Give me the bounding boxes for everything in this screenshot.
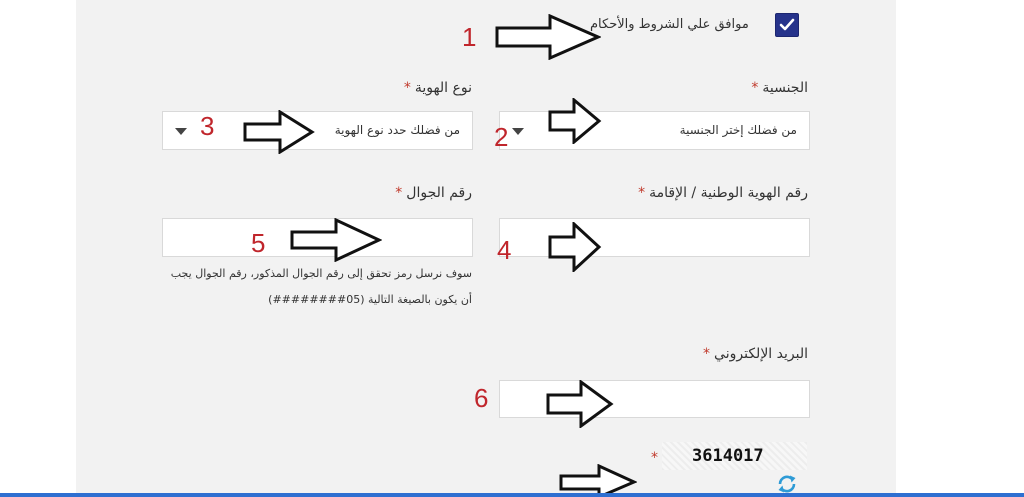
mobile-hint-line1: سوف نرسل رمز تحقق إلى رقم الجوال المذكور، رقم الجوال يجب	[170, 267, 472, 280]
window-bottom-border	[0, 493, 1024, 497]
captcha-text: 3614017	[692, 446, 764, 466]
id-type-select-value: من فضلك حدد نوع الهوية	[334, 123, 460, 137]
refresh-icon[interactable]	[776, 473, 798, 495]
right-arrow-icon	[290, 218, 382, 262]
email-label: البريد الإلكتروني*	[703, 346, 808, 362]
checkmark-icon	[776, 14, 798, 36]
annotation-number-3: 3	[200, 111, 215, 141]
annotation-number-1: 1	[462, 22, 477, 52]
right-arrow-icon	[548, 98, 602, 144]
mobile-label: رقم الجوال*	[395, 185, 472, 201]
national-id-label: رقم الهوية الوطنية / الإقامة*	[638, 185, 808, 201]
nationality-label: الجنسية*	[751, 80, 808, 96]
right-arrow-icon	[548, 222, 602, 272]
annotation-number-6: 6	[474, 383, 489, 413]
required-marker: *	[703, 346, 711, 362]
annotation-number-4: 4	[497, 235, 512, 265]
annotation-number-5: 5	[251, 228, 266, 258]
caret-down-icon	[175, 128, 187, 135]
right-arrow-icon	[495, 14, 601, 60]
annotation-number-2: 2	[494, 122, 509, 152]
required-marker: *	[395, 185, 403, 201]
required-marker: *	[638, 185, 646, 201]
captcha-required-marker: *	[651, 450, 658, 466]
national-id-input[interactable]	[499, 218, 810, 257]
required-marker: *	[751, 80, 759, 96]
caret-down-icon	[512, 128, 524, 135]
nationality-select[interactable]	[499, 111, 810, 150]
terms-label: موافق علي الشروط والأحكام	[590, 17, 749, 32]
terms-checkbox[interactable]	[775, 13, 799, 37]
mobile-hint-line2: أن يكون بالصيغة التالية (05########)	[268, 293, 472, 306]
nationality-select-value: من فضلك إختر الجنسية	[679, 123, 797, 137]
right-arrow-icon	[546, 380, 614, 428]
id-type-label: نوع الهوية*	[403, 80, 472, 96]
right-arrow-icon	[243, 110, 315, 154]
required-marker: *	[403, 80, 411, 96]
captcha-image	[662, 442, 807, 470]
